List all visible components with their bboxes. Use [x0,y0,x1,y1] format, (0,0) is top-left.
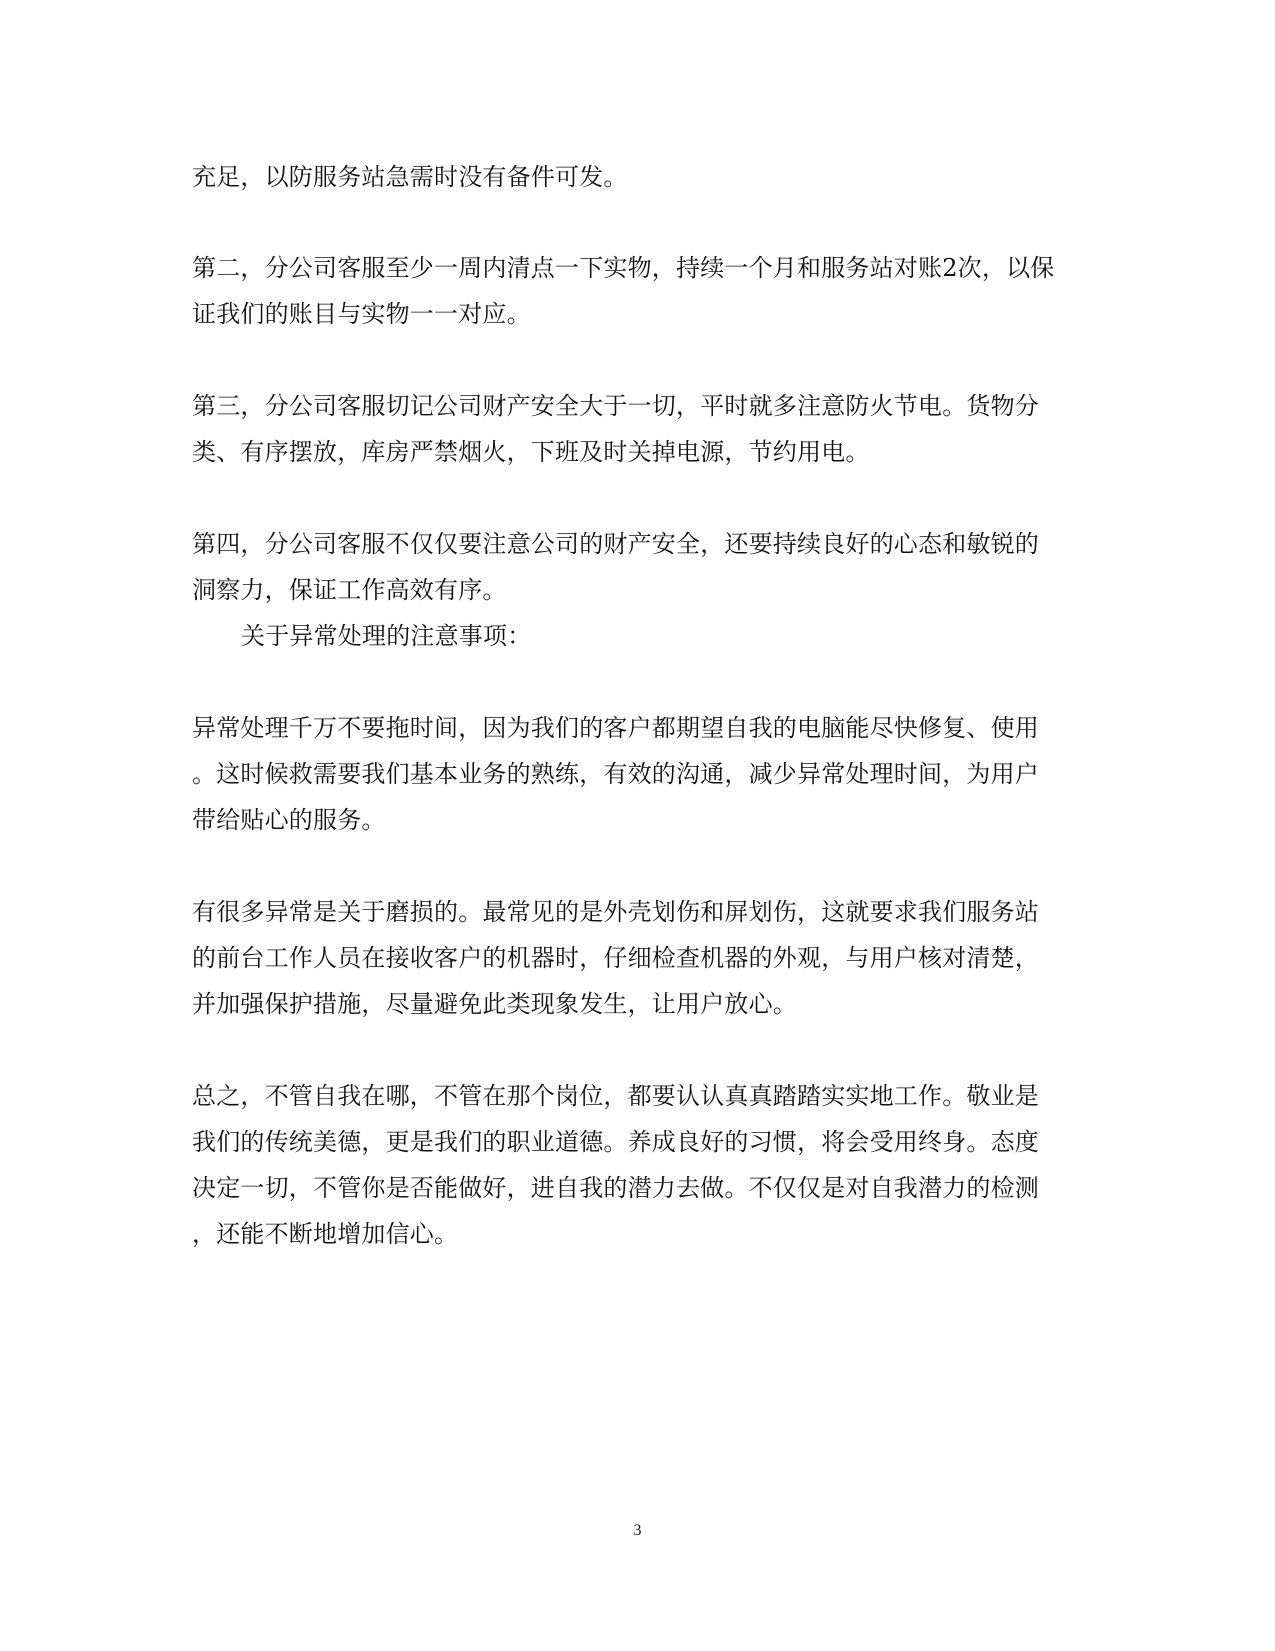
text-line: 决定一切，不管你是否能做好，进自我的潜力去做。不仅仅是对自我潜力的检测 [192,1174,1039,1202]
text-line: 有很多异常是关于磨损的。最常见的是外壳划伤和屏划伤，这就要求我们服务站 [192,898,1039,926]
text-line: 异常处理千万不要拖时间，因为我们的客户都期望自我的电脑能尽快修复、使用 [192,714,1039,742]
text-line: 第四，分公司客服不仅仅要注意公司的财产安全，还要持续良好的心态和敏锐的 [192,530,1039,558]
text-line: 带给贴心的服务。 [192,806,386,834]
text-line: 。这时候救需要我们基本业务的熟练，有效的沟通，减少异常处理时间，为用户 [192,760,1039,788]
text-line: 我们的传统美德，更是我们的职业道德。养成良好的习惯，将会受用终身。态度 [192,1128,1039,1156]
text-line: 的前台工作人员在接收客户的机器时，仔细检查机器的外观，与用户核对清楚， [192,944,1039,972]
text-line: 总之，不管自我在哪，不管在那个岗位，都要认认真真踏踏实实地工作。敬业是 [192,1082,1039,1110]
text-line: 充足，以防服务站急需时没有备件可发。 [192,163,628,191]
text-line: ，还能不断地增加信心。 [192,1220,459,1248]
text-line: 第二，分公司客服至少一周内清点一下实物，持续一个月和服务站对账2次，以保 [192,254,1055,282]
text-line: 第三，分公司客服切记公司财产安全大于一切，平时就多注意防火节电。货物分 [192,392,1039,420]
text-line: 洞察力，保证工作高效有序。 [192,576,507,604]
text-line: 并加强保护措施，尽量避免此类现象发生，让用户放心。 [192,990,797,1018]
section-heading: 关于异常处理的注意事项： [241,622,532,650]
text-line: 证我们的账目与实物一一对应。 [192,300,531,328]
text-line: 类、有序摆放，库房严禁烟火，下班及时关掉电源，节约用电。 [192,438,870,466]
page-number: 3 [633,1522,642,1539]
